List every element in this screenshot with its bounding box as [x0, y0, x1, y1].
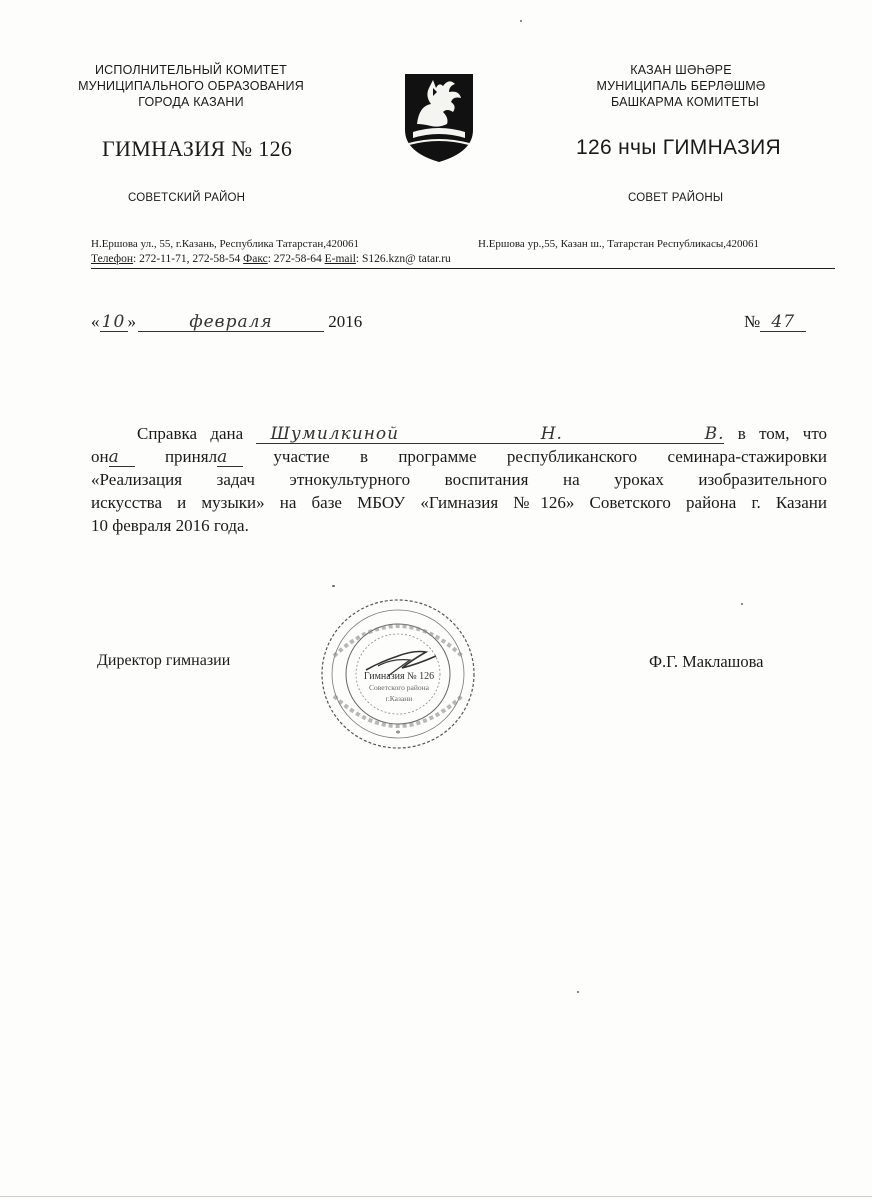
gymnasium-title-left: ГИМНАЗИЯ № 126 [102, 136, 293, 161]
body-line-2 [91, 445, 827, 468]
scan-speck [741, 603, 743, 605]
stamp-city: г.Казани [385, 694, 413, 703]
date-close-quote: » [127, 312, 136, 331]
email-label: E-mail [324, 253, 356, 265]
signatory-position: Директор гимназии [97, 652, 231, 669]
svg-text:*: * [395, 729, 401, 740]
number-sign: № [744, 312, 761, 331]
district-left: СОВЕТСКИЙ РАЙОН [128, 192, 246, 204]
header-right-line-3: БАШКАРМА КОМИТЕТЫ [610, 95, 760, 109]
issued-suffix: в том, что [737, 424, 828, 443]
district-right: СОВЕТ РАЙОНЫ [628, 192, 724, 204]
email-value: : S126.kzn@ tatar.ru [355, 253, 451, 265]
date-year: 2016 [328, 312, 363, 331]
doc-number-line [744, 312, 806, 332]
recipient-name: Шумилкиной Н. В. [256, 425, 724, 444]
address-left: Н.Ершова ул., 55, г.Казань, Республика Татарстан,420061 [91, 238, 360, 250]
scan-speck [520, 20, 522, 22]
address-right: Н.Ершова ур.,55, Казан ш., Татарстан Республикасы,420061 [478, 238, 759, 250]
header-right-line-1: КАЗАН ШӘҺӘРЕ [630, 63, 732, 77]
body-line-5: 10 февраля 2016 года. [91, 516, 249, 535]
body-line-2-rest: участие в программе республиканского семинара-стажировки [273, 447, 827, 466]
date-line [91, 312, 362, 332]
phone-value: : 272-11-71, 272-58-54 [133, 253, 244, 265]
scan-speck [332, 585, 335, 587]
header-divider [91, 268, 835, 269]
date-day: 10 [100, 313, 128, 332]
contacts-line [91, 253, 451, 265]
kazan-emblem-icon [403, 72, 475, 164]
doc-number: 47 [760, 313, 806, 332]
pronoun-printed: он [91, 447, 109, 466]
official-stamp [318, 596, 478, 752]
header-right-block [566, 62, 796, 110]
body-line-4: искусства и музыки» на базе МБОУ «Гимназия №126» Советского района г. Казани [91, 493, 827, 512]
phone-label: Телефон [91, 253, 134, 265]
gymnasium-title-right: 126 нчы ГИМНАЗИЯ [576, 136, 781, 159]
scan-edge [0, 1196, 872, 1197]
stamp-district: Советского района [369, 683, 429, 692]
fax-value: : 272-58-64 [267, 253, 325, 265]
verb-ending: а [217, 448, 243, 467]
date-month: февраля [138, 313, 324, 332]
header-left-block [60, 62, 322, 110]
header-left-line-3: ГОРОДА КАЗАНИ [138, 95, 244, 109]
fax-label: Факс [243, 253, 268, 265]
verb-printed: принял [164, 447, 218, 466]
pronoun-ending: а [109, 448, 135, 467]
stamp-title: Гимназия № 126 [363, 671, 435, 682]
certificate-body [91, 422, 827, 537]
issued-prefix: Справка дана [137, 424, 244, 443]
body-line-3: «Реализация задач этнокультурного воспитания на уроках изобразительного [91, 470, 827, 489]
header-left-line-2: МУНИЦИПАЛЬНОГО ОБРАЗОВАНИЯ [78, 79, 304, 93]
date-open-quote: « [91, 312, 100, 331]
header-left-line-1: ИСПОЛНИТЕЛЬНЫЙ КОМИТЕТ [95, 63, 287, 77]
signatory-name: Ф.Г. Маклашова [649, 652, 764, 671]
body-line-1 [91, 422, 827, 445]
header-right-line-2: МУНИЦИПАЛЬ БЕРЛӘШМӘ [596, 79, 766, 93]
scan-speck [577, 991, 579, 993]
